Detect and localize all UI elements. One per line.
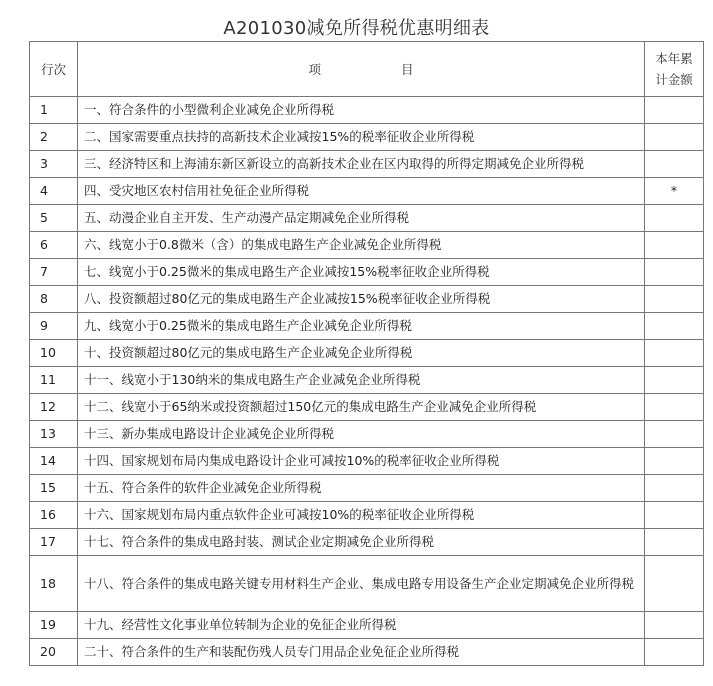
row-amount[interactable] [645, 421, 704, 448]
table-row [30, 340, 704, 367]
table-row [30, 205, 704, 232]
row-line-number: 2 [30, 124, 78, 151]
row-line-number: 10 [30, 340, 78, 367]
table-row [30, 612, 704, 639]
header-line-number: 行次 [30, 42, 78, 97]
row-line-number: 16 [30, 502, 78, 529]
row-line-number: 6 [30, 232, 78, 259]
row-amount[interactable] [645, 475, 704, 502]
header-item-char-b: 目 [401, 62, 414, 77]
row-amount[interactable] [645, 448, 704, 475]
row-amount[interactable]: * [645, 178, 704, 205]
table-row [30, 421, 704, 448]
row-line-number: 1 [30, 97, 78, 124]
row-line-number: 18 [30, 556, 78, 612]
row-item-text: 六、线宽小于0.8微米（含）的集成电路生产企业减免企业所得税 [78, 232, 645, 259]
row-line-number: 7 [30, 259, 78, 286]
row-item-text: 三、经济特区和上海浦东新区新设立的高新技术企业在区内取得的所得定期减免企业所得税 [78, 151, 645, 178]
row-amount[interactable] [645, 205, 704, 232]
table-row [30, 151, 704, 178]
row-line-number: 8 [30, 286, 78, 313]
row-item-text: 五、动漫企业自主开发、生产动漫产品定期减免企业所得税 [78, 205, 645, 232]
row-item-text: 二、国家需要重点扶持的高新技术企业减按15%的税率征收企业所得税 [78, 124, 645, 151]
row-line-number: 15 [30, 475, 78, 502]
row-item-text: 九、线宽小于0.25微米的集成电路生产企业减免企业所得税 [78, 313, 645, 340]
table-row [30, 394, 704, 421]
row-amount[interactable] [645, 612, 704, 639]
row-item-text: 七、线宽小于0.25微米的集成电路生产企业减按15%税率征收企业所得税 [78, 259, 645, 286]
header-amount-line1: 本年累 [655, 51, 693, 66]
row-line-number: 14 [30, 448, 78, 475]
row-item-text: 十二、线宽小于65纳米或投资额超过150亿元的集成电路生产企业减免企业所得税 [78, 394, 645, 421]
row-item-text: 十七、符合条件的集成电路封装、测试企业定期减免企业所得税 [78, 529, 645, 556]
row-line-number: 17 [30, 529, 78, 556]
table-row [30, 124, 704, 151]
row-item-text: 十三、新办集成电路设计企业减免企业所得税 [78, 421, 645, 448]
tax-relief-table [29, 41, 704, 666]
table-row [30, 313, 704, 340]
row-item-text: 二十、符合条件的生产和装配伤残人员专门用品企业免征企业所得税 [78, 639, 645, 666]
table-row [30, 448, 704, 475]
row-line-number: 9 [30, 313, 78, 340]
table-row [30, 232, 704, 259]
table-row [30, 529, 704, 556]
row-amount[interactable] [645, 232, 704, 259]
table-header-row [30, 42, 704, 97]
table-row [30, 502, 704, 529]
row-amount[interactable] [645, 340, 704, 367]
row-line-number: 19 [30, 612, 78, 639]
row-amount[interactable] [645, 259, 704, 286]
header-amount [645, 42, 704, 97]
row-line-number: 13 [30, 421, 78, 448]
header-item [78, 42, 645, 97]
row-item-text: 八、投资额超过80亿元的集成电路生产企业减按15%税率征收企业所得税 [78, 286, 645, 313]
table-row [30, 286, 704, 313]
table-row [30, 178, 704, 205]
row-line-number: 5 [30, 205, 78, 232]
page-title: A201030减免所得税优惠明细表 [223, 18, 490, 39]
row-item-text: 一、符合条件的小型微利企业减免企业所得税 [78, 97, 645, 124]
header-amount-line2: 计金额 [655, 72, 693, 87]
row-line-number: 20 [30, 639, 78, 666]
row-line-number: 12 [30, 394, 78, 421]
row-item-text: 十八、符合条件的集成电路关键专用材料生产企业、集成电路专用设备生产企业定期减免企业所得税 [78, 556, 645, 612]
table-row [30, 639, 704, 666]
row-line-number: 3 [30, 151, 78, 178]
row-amount[interactable] [645, 367, 704, 394]
row-amount[interactable] [645, 502, 704, 529]
row-amount[interactable] [645, 151, 704, 178]
row-amount[interactable] [645, 124, 704, 151]
row-amount[interactable] [645, 639, 704, 666]
table-row [30, 367, 704, 394]
row-amount[interactable] [645, 394, 704, 421]
row-line-number: 11 [30, 367, 78, 394]
row-amount[interactable] [645, 286, 704, 313]
row-amount[interactable] [645, 97, 704, 124]
row-item-text: 四、受灾地区农村信用社免征企业所得税 [78, 178, 645, 205]
row-line-number: 4 [30, 178, 78, 205]
row-item-text: 十、投资额超过80亿元的集成电路生产企业减免企业所得税 [78, 340, 645, 367]
row-item-text: 十六、国家规划布局内重点软件企业可减按10%的税率征收企业所得税 [78, 502, 645, 529]
row-amount[interactable] [645, 313, 704, 340]
header-item-char-a: 项 [308, 62, 321, 77]
table-row [30, 97, 704, 124]
row-amount[interactable] [645, 556, 704, 612]
row-item-text: 十一、线宽小于130纳米的集成电路生产企业减免企业所得税 [78, 367, 645, 394]
row-item-text: 十九、经营性文化事业单位转制为企业的免征企业所得税 [78, 612, 645, 639]
row-item-text: 十五、符合条件的软件企业减免企业所得税 [78, 475, 645, 502]
table-row [30, 259, 704, 286]
table-row [30, 556, 704, 612]
row-item-text: 十四、国家规划布局内集成电路设计企业可减按10%的税率征收企业所得税 [78, 448, 645, 475]
row-amount[interactable] [645, 529, 704, 556]
table-row [30, 475, 704, 502]
